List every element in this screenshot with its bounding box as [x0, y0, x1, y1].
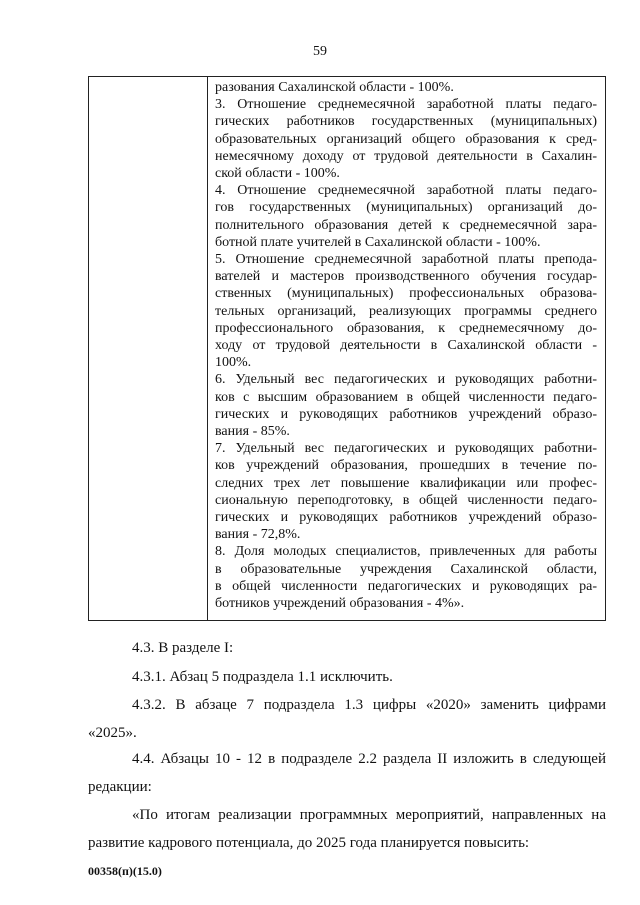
- table-right-cell: [215, 79, 597, 612]
- table-cell-line: 6. Удельный вес педагогических и руководящих работни-: [215, 372, 597, 388]
- table-cell-line: следних трех лет повышение квалификации или профес-: [215, 475, 597, 491]
- table-left-cell: [89, 77, 208, 620]
- table-cell-line: полнительного образования детей к среднемесячной зара-: [215, 217, 597, 233]
- indicators-table: [88, 76, 606, 621]
- paragraph-4-3: [88, 634, 606, 662]
- table-cell-line: ботной плате учителей в Сахалинской области - 100%.: [215, 234, 541, 250]
- table-cell-line: в образовательные учреждения Сахалинской области,: [215, 561, 597, 577]
- table-cell-line: ходу от трудовой деятельности в Сахалинской области -: [215, 338, 597, 354]
- table-cell-line: вателей и мастеров производственного обучения государ-: [215, 269, 597, 285]
- table-cell-line: гических и руководящих работников учреждений образо-: [215, 406, 597, 422]
- paragraph-line: «2025».: [88, 725, 137, 741]
- paragraph-line: 4.3.2. В абзаце 7 подраздела 1.3 цифры «2020» заменить цифрами: [132, 697, 606, 713]
- paragraph-line: развитие кадрового потенциала, до 2025 года планируется повысить:: [88, 835, 530, 851]
- table-cell-line: 4. Отношение среднемесячной заработной платы педаго-: [215, 183, 597, 199]
- table-cell-line: гов государственных (муниципальных) организаций до-: [215, 200, 597, 216]
- paragraph-4-4: [88, 745, 606, 801]
- paragraph-4-3-2: [88, 691, 606, 747]
- paragraph-4-3-1: [88, 663, 606, 691]
- paragraph-line: 4.3.1. Абзац 5 подраздела 1.1 исключить.: [132, 669, 393, 685]
- table-cell-line: в общей численности педагогических и руководящих ра-: [215, 578, 597, 594]
- page-number: 59: [313, 44, 327, 59]
- paragraph-quote: [88, 801, 606, 857]
- paragraph-line: 4.4. Абзацы 10 - 12 в подразделе 2.2 раздела II изложить в следующей: [132, 751, 606, 767]
- table-cell-line: гических работников государственных (муниципальных): [215, 114, 597, 130]
- table-cell-line: 100%.: [215, 355, 252, 371]
- table-cell-line: сиональную переподготовку, в общей численности педаго-: [215, 492, 597, 508]
- table-cell-line: ственных (муниципальных) профессиональных образова-: [215, 286, 597, 302]
- paragraph-line: редакции:: [88, 779, 152, 795]
- table-cell-line: образовательных организаций общего образования к сред-: [215, 131, 597, 147]
- table-cell-line: гических и руководящих работников учреждений образо-: [215, 510, 597, 526]
- table-cell-line: ков с высшим образованием в общей численности педаго-: [215, 389, 597, 405]
- table-cell-line: тельных организаций, реализующих программы среднего: [215, 303, 597, 319]
- table-cell-line: ботников учреждений образования - 4%».: [215, 596, 465, 612]
- table-cell-line: ков учреждений образования, прошедших в течение по-: [215, 458, 597, 474]
- table-cell-line: ской области - 100%.: [215, 166, 340, 182]
- document-code: 00358(п)(15.0): [88, 864, 162, 878]
- table-cell-line: 8. Доля молодых специалистов, привлеченных для работы: [215, 544, 597, 560]
- table-cell-line: 7. Удельный вес педагогических и руководящих работни-: [215, 441, 597, 457]
- table-cell-line: вания - 85%.: [215, 424, 290, 440]
- table-cell-line: вания - 72,8%.: [215, 527, 301, 543]
- table-cell-line: немесячному доходу от трудовой деятельности в Сахалин-: [215, 148, 597, 164]
- paragraph-line: «По итогам реализации программных мероприятий, направленных на: [132, 807, 606, 823]
- table-cell-line: 5. Отношение среднемесячной заработной платы препода-: [215, 252, 597, 268]
- paragraph-line: 4.3. В разделе I:: [132, 640, 234, 656]
- table-cell-line: разования Сахалинской области - 100%.: [215, 80, 454, 95]
- table-cell-line: 3. Отношение среднемесячной заработной платы педаго-: [215, 97, 597, 113]
- table-cell-line: профессионального образования, к среднемесячному до-: [215, 320, 597, 336]
